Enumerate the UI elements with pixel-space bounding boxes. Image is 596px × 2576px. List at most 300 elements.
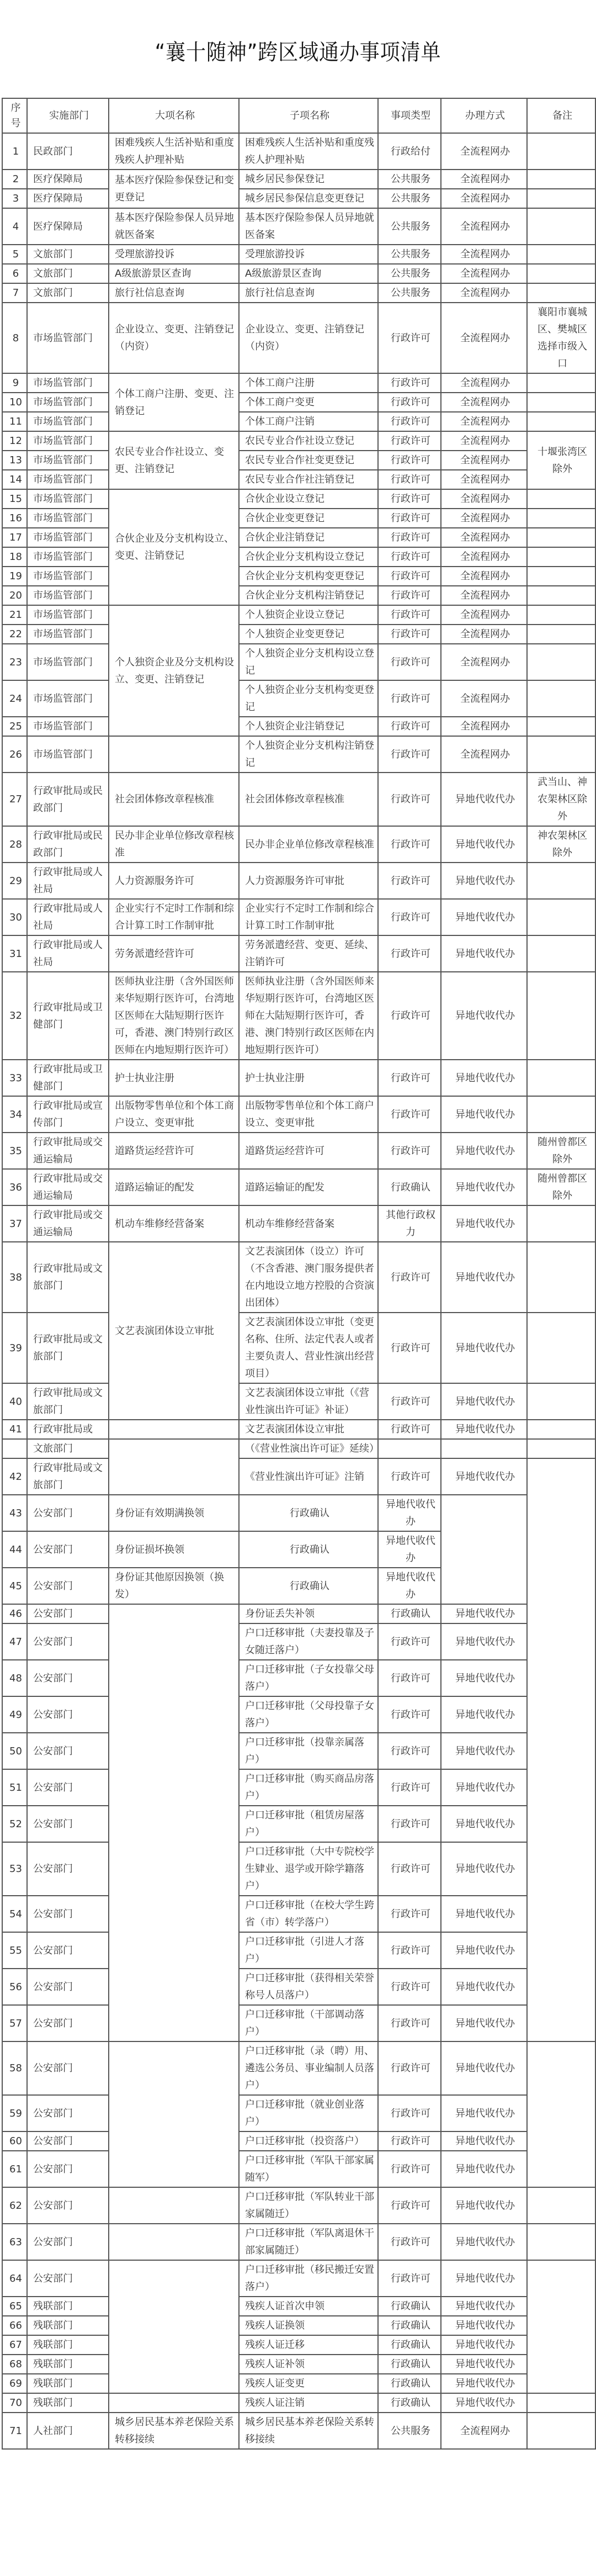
item-type-cell: 行政确认	[239, 1495, 378, 1531]
sub-item-name-cell: 残疾人证补领	[239, 2355, 378, 2374]
department-cell: 残联部门	[27, 2297, 109, 2316]
department-cell: 行政审批局或人社局	[27, 863, 109, 899]
handling-mode-cell: 异地代收代办	[441, 1060, 527, 1096]
department-cell: 公安部门	[27, 1896, 109, 1932]
table-row	[2, 826, 595, 863]
table-row	[2, 1896, 595, 1932]
handling-mode-cell: 异地代收代办	[441, 2005, 527, 2041]
remark-cell	[527, 644, 595, 680]
item-type-cell: 行政许可	[378, 2095, 441, 2131]
sub-item-name-cell: 合伙企业设立登记	[239, 489, 378, 509]
department-cell: 公安部门	[27, 2224, 109, 2260]
handling-mode-cell: 全流程网办	[441, 547, 527, 567]
remark-cell	[527, 2393, 595, 2413]
sub-item-name-cell: 《营业性演出许可证》注销	[239, 1458, 378, 1495]
remark-cell	[527, 736, 595, 773]
row-number: 18	[2, 547, 27, 567]
department-cell: 行政审批局或交通运输局	[27, 1169, 109, 1205]
remark-cell: 十堰张湾区除外	[527, 431, 595, 489]
department-cell: 市场监管部门	[27, 567, 109, 586]
item-type-cell: 行政许可	[378, 2151, 441, 2187]
handling-mode-cell: 全流程网办	[441, 528, 527, 547]
sub-item-name-cell: 个体工商户变更	[239, 393, 378, 412]
remark-cell	[527, 170, 595, 189]
sub-item-name-cell: 文艺表演团体设立审批（变更名称、住所、法定代表人或者主要负责人、营业性演出经营项目）	[239, 1313, 378, 1383]
department-cell: 公安部门	[27, 1733, 109, 1769]
sub-item-name-cell: 城乡居民基本养老保险关系转移接续	[239, 2413, 378, 2449]
department-cell: 公安部门	[27, 1806, 109, 1842]
department-cell: 市场监管部门	[27, 509, 109, 528]
department-cell: 公安部门	[27, 1969, 109, 2005]
table-row	[2, 2297, 595, 2316]
sub-item-name-cell: 个人独资企业分支机构变更登记	[239, 680, 378, 717]
table-row	[2, 773, 595, 826]
row-number: 43	[2, 1495, 27, 1531]
item-type-cell: 行政许可	[378, 863, 441, 899]
handling-mode-cell: 异地代收代办	[441, 899, 527, 935]
item-type-cell: 行政许可	[378, 1313, 441, 1383]
department-cell: 行政审批局或卫健部门	[27, 972, 109, 1060]
department-cell: 公安部门	[27, 1842, 109, 1896]
department-cell: 市场监管部门	[27, 412, 109, 431]
row-number: 3	[2, 189, 27, 208]
item-name-cell: 文艺表演团体设立审批	[109, 1242, 239, 1420]
sub-item-name-cell: 户口迁移审批（购买商品房落户）	[239, 1769, 378, 1806]
handling-mode-cell: 全流程网办	[441, 412, 527, 431]
department-cell: 行政审批局或民政部门	[27, 773, 109, 826]
row-number: 61	[2, 2151, 27, 2187]
handling-mode-cell: 异地代收代办	[441, 2393, 527, 2413]
sub-item-name-cell: 户口迁移审批（军队干部家属随军）	[239, 2151, 378, 2187]
remark-cell	[527, 1096, 595, 1133]
row-number: 6	[2, 264, 27, 283]
handling-mode-cell: 异地代收代办	[441, 2224, 527, 2260]
table-row	[2, 680, 595, 717]
department-cell: 公安部门	[27, 1696, 109, 1733]
item-type-cell: 行政确认	[378, 2297, 441, 2316]
item-type-cell: 行政许可	[378, 1896, 441, 1932]
department-cell: 公安部门	[27, 2187, 109, 2224]
remark-cell	[527, 373, 595, 393]
row-number: 9	[2, 373, 27, 393]
remark-cell	[527, 625, 595, 644]
sub-item-name-cell: 户口迁移审批（租赁房屋落户）	[239, 1806, 378, 1842]
item-type-cell: 行政许可	[378, 1842, 441, 1896]
table-row	[2, 2335, 595, 2355]
item-type-cell: 行政许可	[378, 1769, 441, 1806]
handling-mode-cell: 异地代收代办	[441, 1313, 527, 1383]
table-row	[2, 1420, 595, 1439]
table-row	[2, 1495, 595, 1531]
handling-mode-cell: 全流程网办	[441, 567, 527, 586]
remark-cell	[527, 1458, 595, 2041]
item-name-cell: 人力资源服务许可	[109, 863, 239, 899]
sub-item-name-cell: 户口迁移审批（夫妻投靠及子女随迁落户）	[239, 1623, 378, 1660]
department-cell: 公安部门	[27, 2260, 109, 2297]
row-number: 15	[2, 489, 27, 509]
table-row	[2, 2131, 595, 2151]
item-type-cell: 行政确认	[378, 2335, 441, 2355]
department-cell: 文旅部门	[27, 264, 109, 283]
item-name-cell: 道路运输证的配发	[109, 1169, 239, 1205]
handling-mode-cell: 异地代收代办	[441, 1733, 527, 1769]
department-cell: 公安部门	[27, 2095, 109, 2131]
sub-item-name-cell: 个人独资企业分支机构设立登记	[239, 644, 378, 680]
table-row	[2, 736, 595, 773]
department-cell: 市场监管部门	[27, 489, 109, 509]
table-row	[2, 1205, 595, 1242]
department-cell: 医疗保障局	[27, 208, 109, 245]
handling-mode-cell: 全流程网办	[441, 208, 527, 245]
remark-cell	[527, 264, 595, 283]
item-name-cell	[109, 2041, 239, 2187]
remark-cell: 随州曾都区除外	[527, 1133, 595, 1169]
department-cell: 公安部门	[27, 1495, 109, 1531]
department-cell: 公安部门	[27, 1568, 109, 1604]
item-type-cell: 行政许可	[378, 547, 441, 567]
department-cell: 医疗保障局	[27, 170, 109, 189]
row-number: 36	[2, 1169, 27, 1205]
table-row	[2, 528, 595, 547]
sub-item-name-cell: 企业实行不定时工作制和综合计算工时工作制审批	[239, 899, 378, 935]
sub-item-name-cell: 身份证有效期满换领	[109, 1495, 239, 1531]
department-cell: 公安部门	[27, 1604, 109, 1623]
handling-mode-cell: 全流程网办	[441, 170, 527, 189]
department-cell: 行政审批局或人社局	[27, 899, 109, 935]
table-row	[2, 567, 595, 586]
department-cell: 残联部门	[27, 2374, 109, 2393]
department-cell: 公安部门	[27, 1660, 109, 1696]
table-row	[2, 1769, 595, 1806]
sub-item-name-cell: 身份证损坏换领	[109, 1531, 239, 1568]
handling-mode-cell: 异地代收代办	[441, 2374, 527, 2393]
row-number: 23	[2, 644, 27, 680]
item-type-cell: 行政许可	[378, 625, 441, 644]
handling-mode-cell: 异地代收代办	[441, 1133, 527, 1169]
item-type-cell: 行政许可	[378, 1458, 441, 1495]
row-number: 52	[2, 1806, 27, 1842]
table-row	[2, 2005, 595, 2041]
row-number: 4	[2, 208, 27, 245]
table-row	[2, 303, 595, 373]
handling-mode-cell: 异地代收代办	[441, 2151, 527, 2187]
department-cell: 市场监管部门	[27, 528, 109, 547]
department-cell: 残联部门	[27, 2316, 109, 2335]
remark-cell	[527, 2187, 595, 2224]
sub-item-name-cell: 残疾人证首次申领	[239, 2297, 378, 2316]
table-row	[2, 1568, 595, 1604]
row-number: 63	[2, 2224, 27, 2260]
row-number: 13	[2, 451, 27, 470]
remark-cell	[527, 586, 595, 605]
handling-mode-cell: 异地代收代办	[441, 1383, 527, 1420]
remark-cell	[527, 2413, 595, 2449]
table-row	[2, 412, 595, 431]
handling-mode-cell: 异地代收代办	[441, 2355, 527, 2374]
handling-mode-cell: 异地代收代办	[441, 1696, 527, 1733]
item-type-cell: 行政许可	[378, 489, 441, 509]
remark-cell	[527, 509, 595, 528]
table-row	[2, 1531, 595, 1568]
handling-mode-cell: 异地代收代办	[441, 1604, 527, 1623]
department-cell: 行政审批局或宣传部门	[27, 1096, 109, 1133]
department-cell: 行政审批局或人社局	[27, 935, 109, 972]
sub-item-name-cell: 户口迁移审批（就业创业落户）	[239, 2095, 378, 2131]
sub-item-name-cell: 残疾人证变更	[239, 2374, 378, 2393]
item-type-cell: 行政确认	[378, 2374, 441, 2393]
sub-item-name-cell: 户口迁移审批（移民搬迁安置落户）	[239, 2260, 378, 2297]
row-number: 5	[2, 245, 27, 264]
row-number: 44	[2, 1531, 27, 1568]
sub-item-name-cell: 民办非企业单位修改章程核准	[239, 826, 378, 863]
item-type-cell: 行政许可	[378, 2224, 441, 2260]
handling-mode-cell: 全流程网办	[441, 509, 527, 528]
handling-mode-cell: 异地代收代办	[441, 1842, 527, 1896]
table-row	[2, 470, 595, 489]
table-row	[2, 2355, 595, 2374]
department-cell: 公安部门	[27, 2131, 109, 2151]
page-title: “襄十随神”跨区域通办事项清单	[155, 40, 441, 65]
item-type-cell: 行政许可	[378, 1932, 441, 1969]
sub-item-name-cell: 农民专业合作社变更登记	[239, 451, 378, 470]
sub-item-name-cell: 困难残疾人生活补贴和重度残疾人护理补贴	[239, 133, 378, 170]
row-number: 45	[2, 1568, 27, 1604]
sub-item-name-cell: 道路运输证的配发	[239, 1169, 378, 1205]
item-type-cell: 行政确认	[378, 1604, 441, 1623]
table-row	[2, 1623, 595, 1660]
handling-mode-cell: 异地代收代办	[441, 2260, 527, 2297]
department-cell: 市场监管部门	[27, 586, 109, 605]
row-number: 40	[2, 1383, 27, 1420]
sub-item-name-cell: 个人独资企业注销登记	[239, 717, 378, 736]
department-cell: 市场监管部门	[27, 431, 109, 451]
handling-mode-cell: 全流程网办	[441, 644, 527, 680]
table-row	[2, 625, 595, 644]
item-name-cell: 合伙企业及分支机构设立、变更、注销登记	[109, 489, 239, 605]
department-cell: 公安部门	[27, 1623, 109, 1660]
handling-mode-cell: 全流程网办	[441, 470, 527, 489]
department-cell: 市场监管部门	[27, 625, 109, 644]
handling-mode-cell: 异地代收代办	[441, 1896, 527, 1932]
table-row	[2, 1313, 595, 1383]
item-type-cell: 行政许可	[378, 605, 441, 625]
row-number: 65	[2, 2297, 27, 2316]
row-number: 34	[2, 1096, 27, 1133]
row-number: 33	[2, 1060, 27, 1096]
row-number: 25	[2, 717, 27, 736]
table-row	[2, 1383, 595, 1420]
handling-mode-cell: 异地代收代办	[441, 972, 527, 1060]
sub-item-name-cell: 文艺表演团体设立审批	[239, 1420, 378, 1439]
item-type-cell: 行政确认	[378, 2355, 441, 2374]
handling-mode-cell	[441, 1439, 527, 1458]
handling-mode-cell: 异地代收代办	[441, 826, 527, 863]
sub-item-name-cell: 机动车维修经营备案	[239, 1205, 378, 1242]
sub-item-name-cell: 劳务派遣经营、变更、延续、注销许可	[239, 935, 378, 972]
row-number: 37	[2, 1205, 27, 1242]
item-name-cell: 护士执业注册	[109, 1060, 239, 1096]
department-cell: 行政审批局或交通运输局	[27, 1205, 109, 1242]
item-type-cell: 行政许可	[378, 773, 441, 826]
department-cell: 公安部门	[27, 1769, 109, 1806]
remark-cell: 武当山、神农架林区除外	[527, 773, 595, 826]
row-number: 58	[2, 2041, 27, 2095]
remark-cell	[527, 133, 595, 170]
table-row	[2, 1660, 595, 1696]
item-name-cell: 企业设立、变更、注销登记（内资）	[109, 303, 239, 373]
item-name-cell: 出版物零售单位和个体工商户设立、变更审批	[109, 1096, 239, 1133]
handling-mode-cell: 异地代收代办	[441, 1242, 527, 1313]
department-cell: 医疗保障局	[27, 189, 109, 208]
sub-item-name-cell: 出版物零售单位和个体工商户设立、变更审批	[239, 1096, 378, 1133]
department-cell: 文旅部门	[27, 245, 109, 264]
item-name-cell: 社会团体修改章程核准	[109, 773, 239, 826]
remark-cell	[527, 2224, 595, 2260]
item-type-cell: 行政许可	[378, 412, 441, 431]
item-type-cell: 行政许可	[378, 2131, 441, 2151]
remark-cell	[527, 1439, 595, 1458]
handling-mode-cell: 全流程网办	[441, 189, 527, 208]
department-cell: 市场监管部门	[27, 393, 109, 412]
item-type-cell: 行政许可	[378, 1383, 441, 1420]
table-row	[2, 393, 595, 412]
handling-mode-cell: 全流程网办	[441, 451, 527, 470]
handling-mode-cell: 全流程网办	[441, 625, 527, 644]
remark-cell	[527, 547, 595, 567]
sub-item-name-cell: 合伙企业分支机构注销登记	[239, 586, 378, 605]
table-row	[2, 1696, 595, 1733]
department-cell: 残联部门	[27, 2335, 109, 2355]
item-type-cell: 其他行政权力	[378, 1205, 441, 1242]
remark-cell	[527, 2041, 595, 2187]
sub-item-name-cell: 城乡居民参保登记	[239, 170, 378, 189]
item-type-cell: 行政许可	[378, 2187, 441, 2224]
table-row	[2, 1969, 595, 2005]
row-number: 16	[2, 509, 27, 528]
item-type-cell: 行政许可	[378, 1733, 441, 1769]
table-row	[2, 1133, 595, 1169]
item-type-cell: 行政许可	[378, 1696, 441, 1733]
remark-cell	[527, 1242, 595, 1313]
department-cell: 市场监管部门	[27, 605, 109, 625]
remark-cell	[527, 935, 595, 972]
table-row	[2, 863, 595, 899]
row-number: 66	[2, 2316, 27, 2335]
item-type-cell: 行政许可	[378, 1420, 441, 1439]
sub-item-name-cell: 户口迁移审批（在校大学生跨省（市）转学落户）	[239, 1896, 378, 1932]
remark-cell	[527, 283, 595, 303]
handling-mode-cell: 异地代收代办	[441, 1769, 527, 1806]
remark-cell	[527, 1420, 595, 1439]
header-sub: 子项名称	[239, 98, 378, 133]
item-type-cell: 行政确认	[378, 2393, 441, 2413]
item-type-cell: 行政确认	[239, 1531, 378, 1568]
item-name-cell: 劳务派遣经营许可	[109, 935, 239, 972]
item-name-cell: 困难残疾人生活补贴和重度残疾人护理补贴	[109, 133, 239, 170]
sub-item-name-cell: 户口迁移审批（军队离退休干部家属随迁）	[239, 2224, 378, 2260]
sub-item-name-cell: 个体工商户注销	[239, 412, 378, 431]
table-row	[2, 208, 595, 245]
table-row	[2, 586, 595, 605]
table-row	[2, 245, 595, 264]
table-row	[2, 1169, 595, 1205]
item-type-cell	[378, 1439, 441, 1458]
handling-mode-cell: 异地代收代办	[441, 935, 527, 972]
table-row	[2, 264, 595, 283]
remark-cell	[527, 1205, 595, 1242]
table-row	[2, 509, 595, 528]
sub-item-name-cell: 合伙企业变更登记	[239, 509, 378, 528]
item-type-cell: 公共服务	[378, 189, 441, 208]
handling-mode-cell: 异地代收代办	[378, 1568, 441, 1604]
department-cell: 市场监管部门	[27, 451, 109, 470]
remark-cell	[527, 489, 595, 509]
item-type-cell: 行政许可	[378, 470, 441, 489]
item-type-cell: 公共服务	[378, 264, 441, 283]
row-number: 59	[2, 2095, 27, 2131]
handling-mode-cell: 全流程网办	[441, 245, 527, 264]
header-no: 序号	[2, 98, 27, 133]
table-row	[2, 451, 595, 470]
table-row	[2, 170, 595, 189]
item-type-cell: 公共服务	[378, 170, 441, 189]
handling-mode-cell: 全流程网办	[441, 680, 527, 717]
sub-item-name-cell: 医师执业注册（含外国医师来华短期行医许可，台湾地区医师在大陆短期行医许可，香港、澳门特别行政区医师在内地短期行医许可）	[239, 972, 378, 1060]
handling-mode-cell: 异地代收代办	[441, 2187, 527, 2224]
remark-cell	[527, 863, 595, 899]
table-row	[2, 489, 595, 509]
remark-cell	[527, 1313, 595, 1383]
sub-item-name-cell: 户口迁移审批（投资落户）	[239, 2131, 378, 2151]
item-type-cell: 行政许可	[378, 567, 441, 586]
row-number: 38	[2, 1242, 27, 1313]
item-name-cell	[109, 2393, 239, 2413]
department-cell: 行政审批局或民政部门	[27, 826, 109, 863]
item-type-cell: 行政许可	[378, 451, 441, 470]
item-type-cell: 公共服务	[378, 283, 441, 303]
handling-mode-cell: 全流程网办	[441, 717, 527, 736]
row-number: 31	[2, 935, 27, 972]
handling-mode-cell: 异地代收代办	[441, 1660, 527, 1696]
item-name-cell: 受理旅游投诉	[109, 245, 239, 264]
row-number: 42	[2, 1458, 27, 1495]
handling-mode-cell: 异地代收代办	[441, 2131, 527, 2151]
department-cell: 市场监管部门	[27, 717, 109, 736]
department-cell: 残联部门	[27, 2355, 109, 2374]
table-row	[2, 2413, 595, 2449]
row-number: 71	[2, 2413, 27, 2449]
remark-cell	[527, 972, 595, 1060]
sub-item-name-cell: 身份证其他原因换领（换发）	[109, 1568, 239, 1604]
table-row	[2, 1733, 595, 1769]
row-number: 54	[2, 1896, 27, 1932]
item-type-cell: 行政许可	[378, 826, 441, 863]
row-number: 68	[2, 2355, 27, 2374]
row-number: 41	[2, 1420, 27, 1439]
department-cell: 市场监管部门	[27, 680, 109, 717]
row-number: 11	[2, 412, 27, 431]
item-name-cell: 企业实行不定时工作制和综合计算工时工作制审批	[109, 899, 239, 935]
remark-cell	[527, 412, 595, 431]
remark-cell: 神农架林区除外	[527, 826, 595, 863]
header-type: 事项类型	[378, 98, 441, 133]
remark-cell	[527, 680, 595, 717]
remark-cell: 襄阳市襄城区、樊城区选择市级入口	[527, 303, 595, 373]
department-cell: 行政审批局或文旅部门	[27, 1458, 109, 1495]
department-cell: 行政审批局或	[27, 1420, 109, 1439]
sub-item-name-cell: 道路货运经营许可	[239, 1133, 378, 1169]
row-number: 27	[2, 773, 27, 826]
